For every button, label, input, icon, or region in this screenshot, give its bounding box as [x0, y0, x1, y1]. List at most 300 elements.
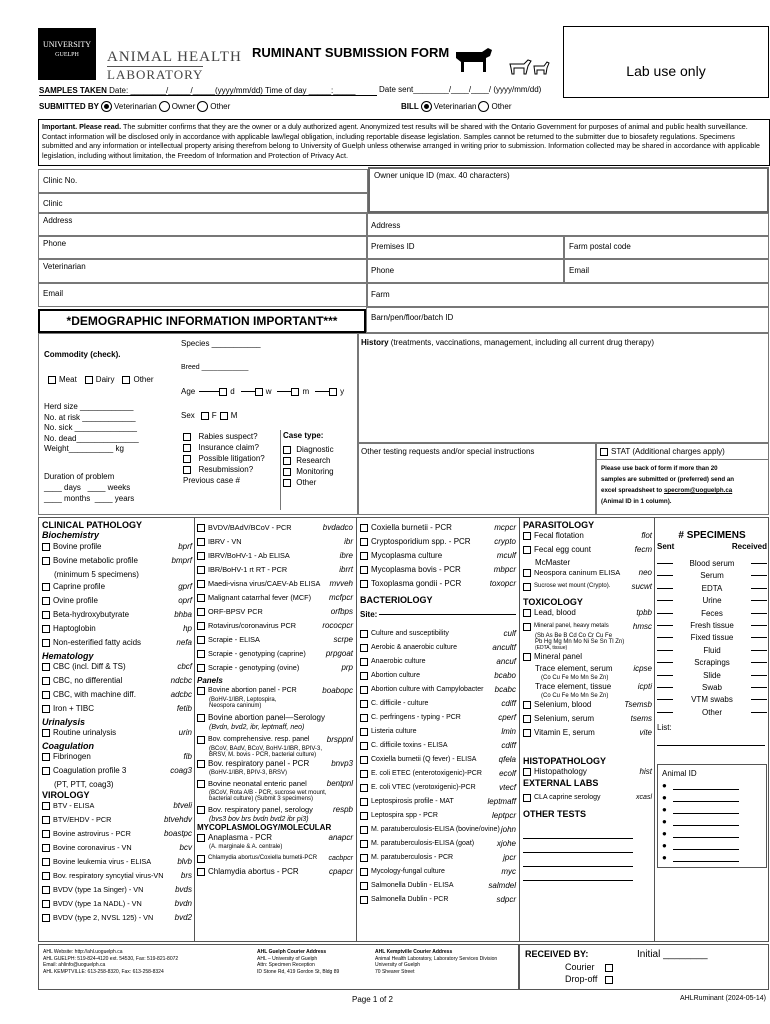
neospora-checkbox[interactable] [523, 569, 531, 577]
test-code: fib [183, 752, 192, 761]
specimen-received-field[interactable] [751, 699, 767, 700]
other-testing-box[interactable]: Other testing requests and/or special instructions [358, 443, 596, 515]
scrapie-genotyping-caprine-checkbox[interactable] [197, 650, 205, 658]
test-code: boastpc [163, 829, 192, 838]
mycology-fungal-culture-checkbox[interactable] [360, 868, 368, 876]
test-aerobic-anaerobic-culture [360, 642, 516, 653]
dropoff-checkbox[interactable] [605, 976, 613, 984]
specimen-received-field[interactable] [751, 600, 767, 601]
test-label: BVDV/BAdV/BCoV - PCR [208, 523, 292, 532]
specimen-label: Serum [700, 571, 724, 581]
specimen-received-field[interactable] [751, 650, 767, 651]
cbc-with-machine-diff-checkbox[interactable] [42, 691, 50, 699]
coagulation-profile-3-checkbox[interactable] [42, 767, 50, 775]
test-culture-and-susceptibility [360, 628, 516, 639]
weight-field[interactable]: Weight__________ kg [44, 444, 124, 453]
specimen-label: Fixed tissue [690, 633, 734, 643]
research-checkbox[interactable] [283, 457, 291, 465]
test-label: E. coli ETEC (enterotoxigenic)-PCR [371, 770, 482, 777]
test-anaerobic-culture [360, 656, 516, 667]
premises-id-field[interactable]: Premises ID [366, 236, 564, 259]
e-coli-etec-enterotoxigenic-pcr-checkbox[interactable] [360, 770, 368, 778]
test-code: cbcf [177, 662, 192, 671]
test-code: mcpcr [494, 523, 516, 532]
test-code: leptpcr [491, 811, 516, 820]
histopathology-checkbox[interactable] [523, 768, 531, 776]
aerobic-anaerobic-culture-checkbox[interactable] [360, 644, 368, 652]
test-code: orfbps [330, 607, 353, 616]
sucrose-checkbox[interactable] [523, 583, 531, 591]
farm-field[interactable]: Farm [366, 283, 769, 307]
specimen-sent-field[interactable] [657, 687, 673, 688]
specimen-label: EDTA [701, 583, 723, 593]
test-code: salmdel [488, 881, 516, 890]
orf-bpsv-pcr-checkbox[interactable] [197, 608, 205, 616]
test-leptospira-spp-pcr [360, 810, 516, 821]
days-field[interactable]: ____ days [44, 483, 81, 492]
samples-date-field[interactable]: Date: ________/_____/_____(yyyy/mm/dd) Time of day _____:_____ [109, 86, 356, 95]
herd-info [44, 402, 139, 455]
test-code: leptmaff [487, 797, 516, 806]
age-d-checkbox[interactable] [219, 388, 227, 396]
weeks-field[interactable]: ____ weeks [87, 483, 131, 492]
specimen-sent-field[interactable] [657, 712, 673, 713]
test-m-paratuberculosis-elisa-goat [360, 838, 516, 849]
test-label: Bovine leukemia virus - ELISA [53, 857, 152, 866]
test-label: M. paratuberculosis-ELISA (bovine/ovine) [371, 826, 500, 833]
test-label: Scrapie - genotyping (caprine) [208, 649, 306, 658]
clinic-no-field[interactable]: Clinic No. [38, 169, 368, 193]
age-m-checkbox[interactable] [291, 388, 299, 396]
test-label: Bovine astrovirus - PCR [53, 829, 131, 838]
spec-email-link[interactable]: specrom@uoguelph.ca [663, 487, 733, 494]
test-cryptosporidium-spp-pcr [360, 536, 516, 547]
test-orf-bpsv-pcr [197, 606, 353, 617]
test-code: btveli [173, 801, 192, 810]
animal-id-line[interactable] [662, 792, 762, 803]
ibr-bohv-1-rt-rt-pcr-checkbox[interactable] [197, 566, 205, 574]
specimen-blood-serum [657, 558, 767, 569]
test-code: cperf [498, 713, 516, 722]
specimen-sent-field[interactable] [657, 600, 673, 601]
months-field[interactable]: ____ months [44, 494, 91, 503]
specimen-sent-field[interactable] [657, 637, 673, 638]
test-label: Mycoplasma culture [371, 551, 443, 560]
ibrv-vn-checkbox[interactable] [197, 538, 205, 546]
abortion-culture-with-campylobacter-checkbox[interactable] [360, 686, 368, 694]
test-label: Salmonella Dublin - ELISA [371, 882, 454, 889]
specimen-sent-field[interactable] [657, 588, 673, 589]
test-label: BTV/EHDV - PCR [53, 815, 112, 824]
ibrv-bohv-1-ab-elisa-checkbox[interactable] [197, 552, 205, 560]
bvdv-badv-bcov-pcr-checkbox[interactable] [197, 524, 205, 532]
specimen-feces [657, 608, 767, 619]
test-m-paratuberculosis-elisa-bovine-ovine [360, 824, 516, 835]
selenium-blood-checkbox[interactable] [523, 701, 531, 709]
test-code: ancultf [492, 643, 516, 652]
test-code: ibr [344, 537, 353, 546]
test-beta-hydroxybutyrate [42, 609, 192, 620]
specimen-received-field[interactable] [751, 575, 767, 576]
email-left[interactable]: Email [38, 283, 368, 307]
test-label: Toxoplasma gondii - PCR [371, 579, 462, 588]
fecal-egg-count-checkbox[interactable] [523, 546, 531, 554]
test-label: C. perfringens - typing - PCR [371, 714, 461, 721]
test-cbc-incl-diff-ts [42, 661, 192, 672]
other-commodity-checkbox[interactable] [122, 376, 130, 384]
mineral-heavy-checkbox[interactable] [523, 623, 531, 631]
at-risk-field[interactable]: No. at risk ____________ [44, 412, 136, 422]
scrapie-genotyping-ovine-checkbox[interactable] [197, 664, 205, 672]
test-label: M. paratuberculosis-ELISA (goat) [371, 840, 475, 847]
btv-elisa-checkbox[interactable] [42, 802, 50, 810]
specimen-serum [657, 570, 767, 581]
lead-checkbox[interactable] [523, 609, 531, 617]
privacy-notice: Important. Please read. The submitter confirms that they are the owner or a duly authorized agent. Anonymized test results will be shared with the Ontario Government for purposes of animal and public health surveillance. Contact information will be disclosed only in accordance with applicable law/legal obligation, including reportable disease legislation. Samples cannot be returned to the submitter due to biosafety regulations. Specimens submitted and any information or intellectual property arising therefrom belong to University of Guelph unless otherwise arranged in writing prior to submission. Information collected may be shared in accordance with applicable legislation, including without limitation, the Freedom of Information and Protection of Privacy Act. [38, 119, 770, 166]
animal-id-line[interactable] [662, 840, 762, 851]
herd-size-field[interactable]: Herd size ____________ [44, 402, 134, 411]
breed-field[interactable]: Breed ____________ [181, 364, 249, 371]
test-label: Abortion culture with Campylobacter [371, 686, 484, 693]
test-code: fecm [634, 545, 652, 554]
comp-resp-panel-checkbox[interactable] [197, 736, 205, 744]
listeria-culture-checkbox[interactable] [360, 728, 368, 736]
submitted-other-radio[interactable] [197, 101, 208, 112]
test-bvdv-badv-bcov-pcr [197, 522, 353, 533]
abortion-serology-checkbox[interactable] [197, 714, 205, 722]
years-field[interactable]: ____ years [94, 494, 135, 503]
specimen-label: Feces [701, 608, 723, 618]
specimen-sent-field[interactable] [657, 613, 673, 614]
test-fibrinogen [42, 751, 192, 762]
bov-respiratory-syncytial-virus-vn-checkbox[interactable] [42, 872, 50, 880]
test-code: blvb [177, 857, 192, 866]
test-code: myc [501, 867, 516, 876]
sex-f-checkbox[interactable] [201, 412, 209, 420]
c-difficile-toxins-elisa-checkbox[interactable] [360, 742, 368, 750]
caprine-profile-checkbox[interactable] [42, 583, 50, 591]
specimen-sent-field[interactable] [657, 563, 673, 564]
resp-serology-checkbox[interactable] [197, 806, 205, 814]
m-paratuberculosis-elisa-goat-checkbox[interactable] [360, 840, 368, 848]
fibrinogen-checkbox[interactable] [42, 753, 50, 761]
test-abortion-culture [360, 670, 516, 681]
m-paratuberculosis-elisa-bovine-ovine-checkbox[interactable] [360, 826, 368, 834]
animal-id-line[interactable] [662, 816, 762, 827]
test-cbc-no-differential [42, 675, 192, 686]
meat-checkbox[interactable] [48, 376, 56, 384]
university-logo: UNIVERSITY GUELPH [38, 28, 96, 80]
scrapie-elisa-checkbox[interactable] [197, 636, 205, 644]
test-code: fetib [176, 704, 192, 713]
list-field[interactable] [657, 734, 765, 746]
test-bovine-coronavirus-vn [42, 842, 192, 853]
abortion-culture-checkbox[interactable] [360, 672, 368, 680]
initial-field[interactable]: Initial ________ [637, 949, 708, 960]
test-cbc-with-machine-diff [42, 689, 192, 700]
test-coxiella-burnetii-q-fever-elisa [360, 754, 516, 765]
test-scrapie-elisa [197, 634, 353, 645]
salmonella-dublin-pcr-checkbox[interactable] [360, 896, 368, 904]
specimen-received-field[interactable] [751, 563, 767, 564]
m-paratuberculosis-pcr-checkbox[interactable] [360, 854, 368, 862]
test-label: Scrapie - genotyping (ovine) [208, 663, 300, 672]
bullet-icon: ● [662, 829, 667, 839]
cbc-incl-diff-ts-checkbox[interactable] [42, 663, 50, 671]
test-code: coag3 [170, 766, 192, 775]
litigation-checkbox[interactable] [183, 455, 191, 463]
age-row: Age d w m y [181, 387, 345, 396]
submitted-owner-radio[interactable] [159, 101, 170, 112]
rotavirus-coronavirus-pcr-checkbox[interactable] [197, 622, 205, 630]
test-label: Non-esterified fatty acids [53, 638, 142, 647]
mycoplasma-culture-checkbox[interactable] [360, 552, 368, 560]
test-code: adcbc [170, 690, 192, 699]
test-c-difficile-culture [360, 698, 516, 709]
dairy-checkbox[interactable] [85, 376, 93, 384]
test-non-esterified-fatty-acids [42, 637, 192, 648]
test-c-difficile-toxins-elisa [360, 740, 516, 751]
e-coli-vtec-verotoxigenic-pcr-checkbox[interactable] [360, 784, 368, 792]
bill-row: BILL Veterinarian Other [401, 102, 512, 111]
specimen-vtm-swabs [657, 694, 767, 705]
bovine-profile-checkbox[interactable] [42, 543, 50, 551]
test-code: mvveh [329, 579, 353, 588]
veterinarian-field[interactable]: Veterinarian [38, 259, 368, 283]
clinical-pathology-column: CLINICAL PATHOLOGY Biochemistry Bovine profile bprf Bovine metabolic profile bmprf (minimum 5 specimens) Caprine profile gprf Ovine profile oprf Beta-hydroxybutyrate bhba Haptoglobin hp Non-esterified fatty acids nefa Hematology CBC (incl. Diff & TS) cbcf CBC, no differential ndcbc CBC, with machine diff. adcbc Iron + TIBC fetib Urinalysis Routine urinalysis urin Coagulation Fibrinogen fib Coagulation profile 3 coag3 (PT, PTT, coag3) VIROLOGY BTV - ELISA btveli BTV/EHDV - PCR btvehdv Bovine astrovirus - PCR boastpc Bovine coronavirus - VN bcv Bovine leukemia virus - ELISA blvb Bov. respiratory syncytial virus-VN brs BVDV (type 1a Singer) - VN bvds BVDV (type 1a NADL) - VN bvdn BVDV (type 2, NVSL 125) - VN bvd2 [42, 520, 192, 922]
non-esterified-fatty-acids-checkbox[interactable] [42, 639, 50, 647]
bvdv-type-2-nvsl-125-vn-checkbox[interactable] [42, 914, 50, 922]
ovine-profile-checkbox[interactable] [42, 597, 50, 605]
test-mycoplasma-culture [360, 550, 516, 561]
phone-left[interactable]: Phone [38, 236, 368, 259]
test-fecal-flotation [523, 530, 652, 541]
test-label: BVDV (type 1a Singer) - VN [53, 885, 144, 894]
chlamydia-coxiella-checkbox[interactable] [197, 855, 205, 863]
email-right[interactable]: Email [564, 259, 769, 283]
test-scrapie-genotyping-caprine [197, 648, 353, 659]
test-bvdv-type-2-nvsl-125-vn [42, 912, 192, 923]
specimen-sent-field[interactable] [657, 575, 673, 576]
leptospirosis-profile-mat-checkbox[interactable] [360, 798, 368, 806]
specimen-received-field[interactable] [751, 613, 767, 614]
specimen-sent-field[interactable] [657, 675, 673, 676]
chlamydia-checkbox[interactable] [197, 868, 205, 876]
specimen-sent-field[interactable] [657, 662, 673, 663]
specimen-label: Urine [702, 596, 722, 606]
test-label: Mycology-fungal culture [371, 868, 445, 875]
species-field[interactable]: Species ___________ [181, 339, 261, 348]
haptoglobin-checkbox[interactable] [42, 625, 50, 633]
bovine-metabolic-profile-checkbox[interactable] [42, 557, 50, 565]
farm-postal-field[interactable]: Farm postal code [564, 236, 769, 259]
claims-block: Rabies suspect? Insurance claim? Possible litigation? Resubmission? Previous case # [183, 432, 265, 485]
test-malignant-catarrhal-fever-mcf [197, 592, 353, 603]
test-mycoplasma-bovis-pcr [360, 564, 516, 575]
resp-panel-pcr-checkbox[interactable] [197, 760, 205, 768]
courier-checkbox[interactable] [605, 964, 613, 972]
specimen-received-field[interactable] [751, 712, 767, 713]
address-right[interactable]: Address [366, 213, 769, 236]
test-label: Abortion culture [371, 672, 421, 679]
site-field[interactable] [379, 614, 516, 615]
test-label: Listeria culture [371, 728, 417, 735]
age-y-checkbox[interactable] [329, 388, 337, 396]
stat-box: STAT (Additional charges apply) Please use back of form if more than 20 samples are submitted or (preferred) send an excel spreadsheet to specrom@uoguelph.ca (Animal ID in 1 column). [596, 443, 769, 515]
address-left[interactable]: Address [38, 213, 368, 236]
coxiella-burnetii-pcr-checkbox[interactable] [360, 524, 368, 532]
test-label: Rotavirus/coronavirus PCR [208, 621, 296, 630]
form-title: RUMINANT SUBMISSION FORM [252, 45, 450, 60]
phone-right[interactable]: Phone [366, 259, 564, 283]
btv-ehdv-pcr-checkbox[interactable] [42, 816, 50, 824]
test-code: cdiff [501, 741, 516, 750]
test-code: gprf [178, 582, 192, 591]
cbc-no-differential-checkbox[interactable] [42, 677, 50, 685]
animal-id-line[interactable] [662, 780, 762, 791]
specimen-sent-field[interactable] [657, 625, 673, 626]
test-label: ORF-BPSV PCR [208, 607, 263, 616]
test-label: Beta-hydroxybutyrate [53, 610, 130, 619]
bill-other-radio[interactable] [478, 101, 489, 112]
test-bovine-astrovirus-pcr [42, 828, 192, 839]
ahl-logo: ANIMAL HEALTH LABORATORY [107, 49, 242, 82]
test-coagulation-profile-3 [42, 765, 192, 776]
bacteriology-column: Coxiella burnetii - PCR mcpcr Cryptosporidium spp. - PCR crypto Mycoplasma culture mculf Mycoplasma bovis - PCR mbpcr Toxoplasma gondii - PCR toxopcr BACTERIOLOGY Site: Culture and susceptibility culf Aerobic & anaerobic culture ancultf Anaerobic culture ancuf Abortion culture bcabo Abortion culture with Campylobacter bcabc C. difficile - culture cdiff C. perfringens - typing - PCR cperf Listeria culture lmin C. difficile toxins - ELISA cdiff Coxiella burnetii (Q fever) - ELISA qfela E. coli ETEC (enterotoxigenic)-PCR ecolf E. coli VTEC (verotoxigenic)-PCR vtecf Leptospirosis profile - MAT leptmaff Leptospira spp - PCR leptpcr M. paratuberculosis-ELISA (bovine/ovine) john M. paratuberculosis-ELISA (goat) xjohe M. paratuberculosis - PCR jpcr Mycology-fungal culture myc Salmonella Dublin - ELISA salmdel Salmonella Dublin - PCR sdpcr [360, 523, 516, 904]
specimen-sent-field[interactable] [657, 699, 673, 700]
demographic-banner: *DEMOGRAPHIC INFORMATION IMPORTANT*** [38, 309, 366, 333]
test-label: Salmonella Dublin - PCR [371, 896, 449, 903]
mineral-panel-checkbox[interactable] [523, 653, 531, 661]
duration-block: Duration of problem ____ days ____ weeks ____ months ____ years [44, 472, 135, 503]
bovine-coronavirus-vn-checkbox[interactable] [42, 844, 50, 852]
c-difficile-culture-checkbox[interactable] [360, 700, 368, 708]
test-iron-tibc [42, 703, 192, 714]
anaplasma-checkbox[interactable] [197, 834, 205, 842]
history-box[interactable]: History (treatments, vaccinations, management, including all current drug therapy) [358, 333, 769, 443]
animal-id-line[interactable] [662, 804, 762, 815]
bovine-leukemia-virus-elisa-checkbox[interactable] [42, 858, 50, 866]
submitted-vet-radio[interactable] [101, 101, 112, 112]
test-label: IBRV/BoHV-1 - Ab ELISA [208, 551, 290, 560]
bvdv-type-1a-nadl-vn-checkbox[interactable] [42, 900, 50, 908]
rabies-checkbox[interactable] [183, 433, 191, 441]
specimen-received-field[interactable] [751, 625, 767, 626]
test-label: Bovine metabolic profile [53, 556, 138, 565]
leptospira-spp-pcr-checkbox[interactable] [360, 812, 368, 820]
test-mycology-fungal-culture [360, 866, 516, 877]
owner-id-field[interactable]: Owner unique ID (max. 40 characters) [368, 167, 769, 213]
previous-case-field[interactable]: Previous case # [183, 476, 240, 485]
bovine-astrovirus-pcr-checkbox[interactable] [42, 830, 50, 838]
specimen-received-field[interactable] [751, 637, 767, 638]
neonatal-panel-checkbox[interactable] [197, 780, 205, 788]
cryptosporidium-spp-pcr-checkbox[interactable] [360, 538, 368, 546]
other-tests-lines[interactable] [523, 825, 652, 881]
test-code: john [500, 825, 516, 834]
test-e-coli-etec-enterotoxigenic-pcr [360, 768, 516, 779]
test-code: qfela [498, 755, 516, 764]
test-label: IBR/BoHV-1 rt RT - PCR [208, 565, 288, 574]
diagnostic-checkbox[interactable] [283, 446, 291, 454]
animal-id-line[interactable] [662, 828, 762, 839]
vitamin-e-checkbox[interactable] [523, 729, 531, 737]
age-w-checkbox[interactable] [255, 388, 263, 396]
fecal-flotation-checkbox[interactable] [523, 532, 531, 540]
anaerobic-culture-checkbox[interactable] [360, 658, 368, 666]
test-code: mbpcr [493, 565, 516, 574]
resubmission-checkbox[interactable] [183, 466, 191, 474]
test-salmonella-dublin-elisa [360, 880, 516, 891]
page-number: Page 1 of 2 [352, 995, 393, 1004]
bill-vet-radio[interactable] [421, 101, 432, 112]
specimen-received-field[interactable] [751, 662, 767, 663]
test-label: Cryptosporidium spp. - PCR [371, 537, 471, 546]
commodity-row: Meat Dairy Other [48, 374, 153, 385]
selenium-serum-checkbox[interactable] [523, 715, 531, 723]
dead-field[interactable]: No. dead______________ [44, 433, 139, 443]
test-code: prpgoat [325, 649, 353, 658]
specimen-received-field[interactable] [751, 588, 767, 589]
mycoplasma-bovis-pcr-checkbox[interactable] [360, 566, 368, 574]
footer-contacts: AHL Website: http://ahl.uoguelph.ca AHL GUELPH: 519-824-4120 ext. 54530, Fax: 519-821-8072 Email: ahlinfo@uoguelph.ca AHL KEMPTVILLE: 613-258-8320, Fax: 613-258-8324 AHL Guelph Courier Address AHL – University of Guelph Attn: Specimen Reception ID Stone Rd, 419 Gordon St, Bldg 89 AHL Kemptville Courier Address Animal Health Laboratory, Laboratory Services Division University of Guelph 70 Shearer Street [38, 944, 519, 990]
test-code: flot [641, 531, 652, 540]
c-perfringens-typing-pcr-checkbox[interactable] [360, 714, 368, 722]
cla-checkbox[interactable] [523, 794, 531, 802]
malignant-catarrhal-fever-mcf-checkbox[interactable] [197, 594, 205, 602]
sick-field[interactable]: No. sick ______________ [44, 423, 137, 432]
test-label: E. coli VTEC (verotoxigenic)-PCR [371, 784, 476, 791]
animal-id-line[interactable] [662, 852, 762, 863]
barn-field[interactable]: Barn/pen/floor/batch ID [366, 307, 769, 333]
specimen-sent-field[interactable] [657, 650, 673, 651]
maedi-visna-virus-caev-ab-elisa-checkbox[interactable] [197, 580, 205, 588]
test-label: Fecal egg count [534, 545, 591, 554]
clinic-field[interactable]: Clinic [38, 193, 368, 213]
toxoplasma-gondii-pcr-checkbox[interactable] [360, 580, 368, 588]
specimen-fresh-tissue [657, 620, 767, 631]
case-other-checkbox[interactable] [283, 479, 291, 487]
specimen-received-field[interactable] [751, 675, 767, 676]
test-label: Haptoglobin [53, 624, 96, 633]
specimen-fixed-tissue [657, 632, 767, 643]
culture-and-susceptibility-checkbox[interactable] [360, 630, 368, 638]
test-ibrv-vn [197, 536, 353, 547]
specimen-received-field[interactable] [751, 687, 767, 688]
test-label: Bovine coronavirus - VN [53, 843, 132, 852]
beta-hydroxybutyrate-checkbox[interactable] [42, 611, 50, 619]
specimen-label: Blood serum [689, 559, 735, 568]
virology-panels-column: BVDV/BAdV/BCoV - PCR bvdadco IBRV - VN ibr IBRV/BoHV-1 - Ab ELISA ibre IBR/BoHV-1 rt RT - PCR ibrrt Maedi-visna virus/CAEV-Ab ELISA mvveh Malignant catarrhal fever (MCF) mcfpcr ORF-BPSV PCR orfbps Rotavirus/coronavirus PCR rococpcr Scrapie - ELISA scrpe Scrapie - genotyping (caprine) prpgoat Scrapie - genotyping (ovine) prp Panels Bovine abortion panel - PCR boabopc (BoHV-1/IBR, Leptospira, Neospora caninum) Bovine abortion panel—Serology (Bvdn, bvd2, ibr, leptmaff, neo) Bov. comprehensive. resp. panel brsppnl (BCoV, BAdV, BCoV, BoHV-1/IBR, BPIV-3, BRSV, M. bovis - PCR, bacterial culture) Bov. respiratory panel - PCR bnvp3 (BoHV-1/IBR, BPIV-3, BRSV) Bovine neonatal enteric panel bentpnl (BCoV, Rota A/B - PCR, sucrose wet mount, bacterial culture) (Submit 3 specimens) Bov. respiratory panel, serology respb (bvs3 bov brs bvdn bvd2 ibr pi3) MYCOPLASMOLOGY/MOLECULAR Anaplasma - PCR anapcr (A. marginale & A. centrale) Chlamydia abortus/Coxiella burnetii-PCR cacbpcr Chlamydia abortus - PCR cpapcr [197, 523, 353, 876]
bullet-icon: ● [662, 841, 667, 851]
monitoring-checkbox[interactable] [283, 468, 291, 476]
test-bovine-leukemia-virus-elisa [42, 856, 192, 867]
test-code: ecolf [499, 769, 516, 778]
date-sent-field[interactable]: Date sent________/____/____/ (yyyy/mm/dd) [379, 85, 542, 94]
salmonella-dublin-elisa-checkbox[interactable] [360, 882, 368, 890]
bvdv-type-1a-singer-vn-checkbox[interactable] [42, 886, 50, 894]
livestock-icon [452, 44, 552, 80]
coxiella-burnetii-q-fever-elisa-checkbox[interactable] [360, 756, 368, 764]
abortion-panel-checkbox[interactable] [197, 687, 205, 695]
stat-checkbox[interactable] [600, 448, 608, 456]
iron-tibc-checkbox[interactable] [42, 705, 50, 713]
sex-m-checkbox[interactable] [220, 412, 228, 420]
routine-urinalysis-checkbox[interactable] [42, 729, 50, 737]
insurance-checkbox[interactable] [183, 444, 191, 452]
test-code: ibre [339, 551, 353, 560]
test-routine-urinalysis [42, 727, 192, 738]
